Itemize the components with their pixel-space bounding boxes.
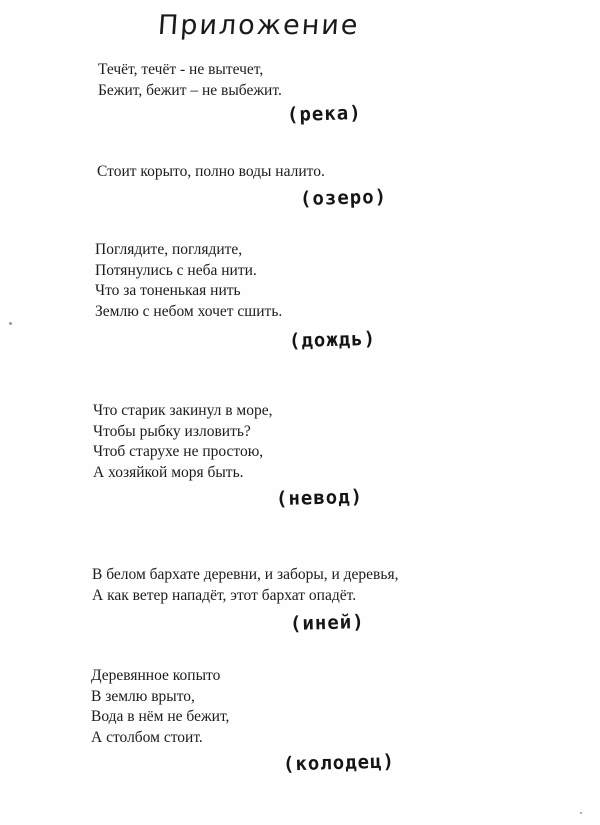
riddle-1 [98, 60, 282, 101]
riddle-line: Что старик закинул в море, [93, 402, 273, 419]
riddle-line: Поглядите, поглядите, [95, 241, 243, 258]
riddle-line: В белом бархате деревни, и заборы, и деревья, [92, 566, 399, 583]
scan-speck [580, 812, 582, 814]
riddle-line: Потянулись с неба нити. [95, 261, 257, 279]
riddle-line: Деревянное копыто [91, 667, 221, 684]
riddle-line: Что за тоненькая нить [95, 282, 241, 299]
riddle-answer-3: (дождь) [288, 327, 377, 353]
riddle-line: В землю врыто, [91, 687, 195, 705]
riddle-answer-1: (река) [286, 102, 362, 126]
riddle-line: Землю с небом хочет сшить. [95, 302, 283, 320]
riddle-answer-6: (колодец) [282, 750, 396, 776]
riddle-line: Вода в нём не бежит, [91, 708, 230, 725]
riddle-line: Течёт, течёт - не вытечет, [98, 61, 264, 78]
riddle-line: Бежит, бежит – не выбежит. [98, 81, 282, 99]
riddle-3 [95, 240, 282, 322]
riddle-6 [91, 666, 229, 748]
scan-speck [9, 322, 12, 325]
riddle-answer-4: (невод) [275, 485, 364, 511]
riddle-line: Стоит корыто, полно воды налито. [97, 163, 325, 180]
riddle-4 [93, 401, 273, 483]
riddle-answer-2: (озеро) [299, 185, 388, 211]
riddle-2 [97, 162, 325, 183]
riddle-5 [92, 565, 398, 606]
riddle-line: А столбом стоит. [91, 728, 203, 746]
riddle-line: А как ветер нападёт, этот бархат опадёт. [92, 586, 357, 604]
riddle-line: Чтоб старухе не простою, [93, 443, 264, 460]
riddle-answer-5: (иней) [289, 611, 365, 635]
page-title: Приложение [156, 10, 361, 41]
riddle-line: А хозяйкой моря быть. [93, 463, 244, 481]
riddle-line: Чтобы рыбку изловить? [93, 422, 251, 440]
